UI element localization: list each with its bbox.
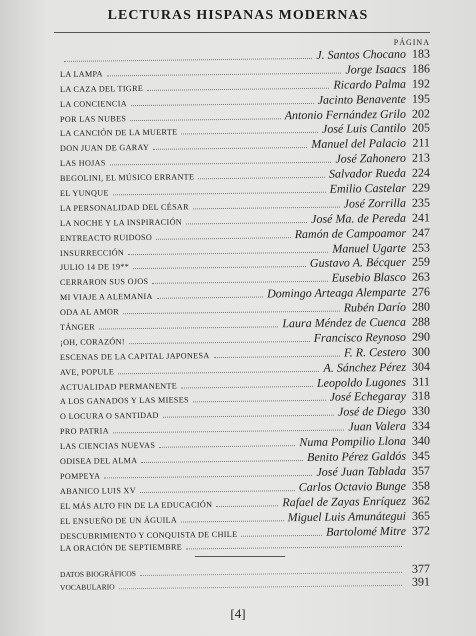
entry-author: Bartolomé Mitre	[326, 523, 407, 539]
table-of-contents	[59, 46, 431, 557]
entry-page-number: 311	[412, 374, 431, 389]
dot-leader	[241, 526, 322, 536]
entry-author: José Zorrilla	[343, 195, 407, 211]
dot-leader	[216, 497, 278, 507]
entry-page-number: 253	[411, 240, 431, 255]
dot-leader	[186, 538, 402, 550]
dot-leader	[64, 50, 312, 62]
entry-author: José de Diego	[337, 404, 407, 419]
entry-page-number: 357	[411, 463, 431, 478]
entry-title: DON JUAN DE GARAY	[59, 143, 150, 154]
dot-leader	[213, 347, 340, 358]
entry-page-number: 340	[411, 433, 431, 448]
entry-author: Laura Méndez de Cuenca	[282, 314, 407, 331]
entry-author: Antonio Fernández Grilo	[284, 106, 407, 122]
entry-author: Ricardo Palma	[333, 76, 407, 92]
entry-title: LAS CIENCIAS NUEVAS	[59, 440, 156, 452]
entry-author: Manuel Ugarte	[332, 240, 407, 256]
dot-leader	[181, 124, 318, 135]
entry-page-number: 263	[411, 269, 431, 285]
dot-leader	[198, 169, 325, 180]
entry-author: Manuel del Palacio	[311, 136, 407, 152]
entry-author: Carlos Octavio Bunge	[298, 478, 407, 494]
entry-author: F. R. Cestero	[343, 344, 407, 360]
dot-leader	[181, 378, 313, 389]
entry-title: JULIO 14 DE 19**	[59, 262, 130, 273]
entry-title: AVE, POPULE	[59, 367, 115, 377]
entry-page-number: 358	[411, 478, 431, 493]
entry-page-number: 300	[411, 344, 431, 359]
entry-author: Eusebio Blasco	[331, 270, 407, 286]
entry-page-number: 365	[411, 508, 431, 523]
dot-leader	[104, 467, 312, 479]
entry-author: José Juan Tablada	[316, 463, 407, 479]
entry-page-number: 377	[411, 561, 431, 576]
entry-author: Gustavo A. Bécquer	[309, 255, 407, 271]
entry-page-number: 195	[411, 91, 431, 106]
entry-title: MI VIAJE A ALEMANIA	[59, 292, 153, 303]
page-folio: [4]	[230, 606, 246, 621]
entry-title: LAS HOJAS	[59, 158, 106, 169]
entry-author: José Echegaray	[329, 389, 407, 405]
entry-author: Jacinto Benavente	[317, 91, 407, 107]
entry-title: POMPEYA	[59, 471, 101, 481]
appendix-list	[59, 561, 431, 592]
entry-author: Leopoldo Lugones	[316, 374, 407, 390]
entry-page-number: 280	[411, 299, 431, 314]
entry-author: Numa Pompilio Llona	[299, 433, 407, 450]
entry-title: EL YUNQUE	[59, 188, 109, 199]
entry-title: DESCUBRIMIENTO Y CONQUISTA DE CHILE	[59, 529, 238, 541]
dot-leader	[133, 258, 306, 269]
entry-title: EL ENSUEÑO DE UN ÁGUILA	[59, 515, 178, 526]
dot-leader	[129, 333, 310, 344]
entry-page-number: 318	[411, 388, 431, 404]
entry-title: LA ORACIÓN DE SEPTIEMBRE	[59, 542, 183, 554]
entry-title: BEGOLINI, EL MÚSICO ERRANTE	[59, 172, 195, 184]
entry-page-number: 229	[411, 180, 431, 195]
dot-leader	[193, 392, 326, 403]
entry-title: LA LAMPA	[59, 69, 103, 79]
entry-page-number: 224	[411, 165, 431, 180]
entry-page-number: 290	[411, 329, 431, 344]
entry-page-number: 391	[411, 574, 431, 589]
entry-page-number: 288	[411, 314, 431, 329]
entry-page-number: 241	[411, 210, 431, 225]
dot-leader	[131, 95, 314, 106]
entry-page-number: 362	[411, 493, 431, 508]
entry-title: ODA AL AMOR	[59, 307, 120, 318]
entry-page-number: 235	[411, 195, 431, 210]
entry-title: CERRARON SUS OJOS	[59, 277, 149, 288]
dot-leader	[128, 243, 328, 254]
entry-title: LA CANCIÓN DE LA MUERTE	[59, 128, 178, 139]
entry-title: A LOS GANADOS Y LAS MIESES	[59, 395, 189, 407]
dot-leader	[157, 289, 264, 299]
entry-title: LA PERSONALIDAD DEL CÉSAR	[59, 202, 189, 213]
header-rule	[54, 32, 430, 33]
entry-title: EL MÁS ALTO FIN DE LA EDUCACIÓN	[59, 499, 213, 511]
dot-leader	[110, 154, 332, 166]
entry-page-number: 213	[411, 150, 431, 165]
entry-title: ¡OH, CORAZÓN!	[59, 337, 125, 347]
dot-leader	[130, 110, 281, 121]
entry-page-number: 345	[411, 448, 431, 463]
dot-leader	[107, 64, 342, 76]
entry-page-number: 334	[411, 418, 431, 433]
dot-leader	[123, 303, 340, 315]
entry-title: ACTUALIDAD PERMANENTE	[59, 381, 178, 392]
entry-page-number: 247	[411, 225, 431, 240]
entry-author: Jorge Isaacs	[345, 61, 407, 77]
page-column-heading: PÁGINA	[393, 38, 430, 47]
entry-page-number: 202	[411, 106, 431, 121]
entry-author: Miguel Luis Amunátegui	[287, 508, 407, 524]
entry-page-number: 259	[411, 254, 431, 270]
entry-author: José Ma. de Pereda	[311, 210, 407, 226]
dot-leader	[186, 214, 307, 224]
dot-leader	[181, 512, 284, 522]
entry-title: VOCABULARIO	[59, 582, 115, 592]
entry-title: PRO PATRIA	[59, 426, 109, 437]
entry-page-number: 183	[411, 46, 431, 61]
entry-title: ESCENAS DE LA CAPITAL JAPONESA	[59, 350, 210, 362]
dot-leader	[119, 578, 402, 589]
dot-leader	[156, 229, 291, 240]
dot-leader	[147, 79, 329, 90]
entry-author: Benito Pérez Galdós	[307, 448, 407, 465]
dot-leader	[163, 407, 334, 418]
entry-author: Salvador Rueda	[328, 165, 407, 181]
section-rule	[195, 556, 285, 557]
entry-page-number: 330	[411, 403, 431, 419]
entry-author: José Luis Cantilo	[321, 121, 407, 137]
entry-author: Ramón de Campoamor	[294, 225, 407, 241]
dot-leader	[113, 184, 326, 196]
dot-leader	[140, 482, 295, 493]
entry-title: INSURRECCIÓN	[59, 247, 125, 258]
dot-leader	[113, 422, 345, 434]
entry-author: Rafael de Zayas Enríquez	[282, 493, 407, 510]
entry-author: Rubén Darío	[343, 299, 407, 315]
dot-leader	[118, 363, 319, 374]
entry-page-number: 276	[411, 284, 431, 299]
entry-title: ABANICO LUIS XV	[59, 485, 136, 496]
entry-title: ODISEA DEL ALMA	[59, 456, 138, 467]
dot-leader	[99, 318, 278, 329]
entry-author: José Zahonero	[335, 151, 407, 166]
entry-page-number: 205	[411, 120, 431, 136]
entry-page-number: 211	[412, 135, 431, 151]
entry-author: Francisco Reynoso	[313, 329, 407, 345]
entry-author: A. Sánchez Pérez	[323, 359, 407, 375]
running-head: LECTURAS HISPANAS MODERNAS	[107, 8, 369, 23]
dot-leader	[153, 139, 307, 150]
entry-page-number: 372	[411, 522, 431, 538]
entry-author: Domingo Arteaga Alemparte	[267, 285, 407, 301]
entry-title: POR LAS NUBES	[59, 113, 127, 124]
dot-leader	[193, 198, 340, 209]
entry-title: TÁNGER	[59, 322, 96, 333]
entry-author: J. Santos Chocano	[316, 46, 407, 62]
dot-leader	[141, 452, 303, 463]
entry-title: DATOS BIOGRÁFICOS	[59, 569, 136, 579]
entry-title: ENTREACTO RUIDOSO	[59, 232, 153, 243]
entry-author: Emilio Castelar	[329, 180, 407, 196]
entry-page-number: 192	[411, 76, 431, 91]
entry-title: LA CAZA DEL TIGRE	[59, 83, 144, 94]
entry-page-number: 186	[411, 61, 431, 76]
entry-title: LA NOCHE Y LA INSPIRACIÓN	[59, 217, 183, 228]
entry-title: LA CONCIENCIA	[59, 98, 127, 109]
entry-author: Juan Valera	[348, 419, 407, 434]
toc-entry	[60, 538, 430, 557]
dot-leader	[152, 273, 327, 284]
entry-title: O LOCURA O SANTIDAD	[59, 411, 159, 422]
dot-leader	[159, 437, 295, 448]
entry-page-number: 304	[411, 359, 431, 374]
